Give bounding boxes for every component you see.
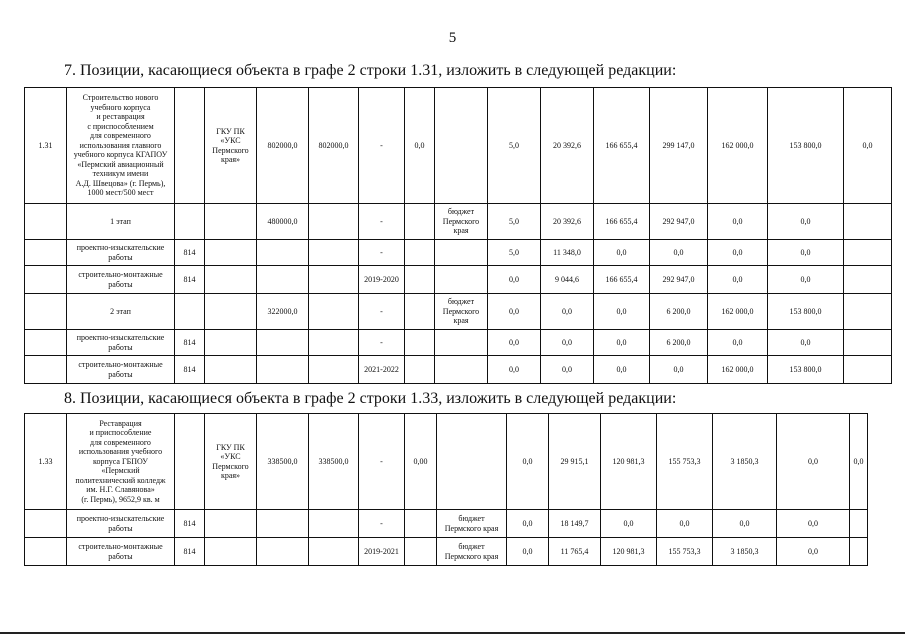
- cell-code: [175, 88, 205, 204]
- table-row: [25, 330, 892, 356]
- cell-value-5: 0,0: [708, 240, 768, 266]
- cell-value-3: 0,0: [601, 510, 657, 538]
- cell-value-2: 18 149,7: [549, 510, 601, 538]
- cell-estimated-cost: [309, 330, 359, 356]
- cell-value-6: 0,0: [768, 204, 844, 240]
- cell-value-4: 155 753,3: [657, 538, 713, 566]
- cell-row-number: [25, 330, 67, 356]
- cell-percent: [405, 356, 435, 384]
- cell-value-1: 0,0: [507, 510, 549, 538]
- cell-object-name: строительно-монтажные работы: [67, 266, 175, 294]
- cell-value-5: 3 1850,3: [713, 414, 777, 510]
- cell-estimated-cost: [309, 538, 359, 566]
- cell-value-2: 29 915,1: [549, 414, 601, 510]
- cell-percent: [405, 266, 435, 294]
- cell-customer: [205, 266, 257, 294]
- cell-value-2: 20 392,6: [541, 88, 594, 204]
- cell-row-number: [25, 240, 67, 266]
- cell-code: 814: [175, 240, 205, 266]
- cell-value-6: 0,0: [768, 330, 844, 356]
- cell-value-5: 0,0: [708, 266, 768, 294]
- cell-total-cost: [257, 538, 309, 566]
- cell-value-4: 292 947,0: [650, 204, 708, 240]
- cell-customer: ГКУ ПК «УКС Пермского края»: [205, 88, 257, 204]
- cell-value-6: 153 800,0: [768, 88, 844, 204]
- cell-value-2: 11 765,4: [549, 538, 601, 566]
- table-section-7: [24, 87, 892, 384]
- cell-value-5: 0,0: [713, 510, 777, 538]
- page-edge: [0, 632, 905, 634]
- cell-percent: [405, 204, 435, 240]
- cell-period: -: [359, 414, 405, 510]
- cell-row-number: [25, 538, 67, 566]
- cell-value-5: 162 000,0: [708, 356, 768, 384]
- cell-estimated-cost: 802000,0: [309, 88, 359, 204]
- cell-value-1: 5,0: [488, 204, 541, 240]
- cell-value-1: 0,0: [488, 356, 541, 384]
- cell-estimated-cost: [309, 266, 359, 294]
- cell-value-7: [844, 204, 892, 240]
- cell-value-1: 0,0: [507, 414, 549, 510]
- cell-value-2: 0,0: [541, 330, 594, 356]
- cell-value-7: [844, 294, 892, 330]
- cell-value-6: 0,0: [768, 240, 844, 266]
- cell-code: [175, 204, 205, 240]
- section-7-heading: 7. Позиции, касающиеся объекта в графе 2 строки 1.31, изложить в следующей редакции:: [64, 62, 677, 79]
- cell-row-number: 1.31: [25, 88, 67, 204]
- cell-code: 814: [175, 510, 205, 538]
- cell-value-3: 166 655,4: [594, 88, 650, 204]
- cell-value-3: 0,0: [594, 240, 650, 266]
- cell-value-4: 6 200,0: [650, 294, 708, 330]
- cell-funding-source: [435, 88, 488, 204]
- cell-value-2: 9 044,6: [541, 266, 594, 294]
- cell-value-5: 3 1850,3: [713, 538, 777, 566]
- table-row: [25, 266, 892, 294]
- cell-customer: [205, 204, 257, 240]
- cell-customer: [205, 294, 257, 330]
- cell-estimated-cost: [309, 356, 359, 384]
- cell-period: -: [359, 88, 405, 204]
- cell-value-5: 0,0: [708, 204, 768, 240]
- cell-value-4: 292 947,0: [650, 266, 708, 294]
- cell-value-3: 0,0: [594, 330, 650, 356]
- cell-value-4: 6 200,0: [650, 330, 708, 356]
- cell-value-6: 0,0: [777, 414, 850, 510]
- cell-period: 2021-2022: [359, 356, 405, 384]
- cell-period: -: [359, 330, 405, 356]
- cell-funding-source: [435, 330, 488, 356]
- cell-percent: [405, 294, 435, 330]
- cell-funding-source: бюджет Пермского края: [437, 510, 507, 538]
- cell-row-number: [25, 294, 67, 330]
- cell-percent: 0,00: [405, 414, 437, 510]
- cell-value-3: 120 981,3: [601, 414, 657, 510]
- cell-value-7: [844, 330, 892, 356]
- cell-row-number: [25, 204, 67, 240]
- cell-total-cost: [257, 240, 309, 266]
- table-row: [25, 204, 892, 240]
- cell-value-6: 0,0: [777, 538, 850, 566]
- cell-value-3: 166 655,4: [594, 204, 650, 240]
- cell-funding-source: бюджет Пермского края: [435, 204, 488, 240]
- cell-code: [175, 294, 205, 330]
- table-row: [25, 294, 892, 330]
- cell-value-1: 5,0: [488, 88, 541, 204]
- cell-total-cost: 480000,0: [257, 204, 309, 240]
- cell-estimated-cost: [309, 294, 359, 330]
- table-row: [25, 510, 868, 538]
- cell-value-3: 0,0: [594, 294, 650, 330]
- cell-value-1: 5,0: [488, 240, 541, 266]
- table-row: [25, 538, 868, 566]
- cell-percent: 0,0: [405, 88, 435, 204]
- cell-code: 814: [175, 356, 205, 384]
- cell-value-5: 0,0: [708, 330, 768, 356]
- cell-value-6: 153 800,0: [768, 294, 844, 330]
- cell-value-7: [844, 240, 892, 266]
- cell-object-name: проектно-изыскательские работы: [67, 240, 175, 266]
- cell-value-4: 299 147,0: [650, 88, 708, 204]
- cell-estimated-cost: [309, 204, 359, 240]
- table-row: [25, 356, 892, 384]
- cell-value-1: 0,0: [507, 538, 549, 566]
- cell-row-number: [25, 510, 67, 538]
- cell-estimated-cost: [309, 240, 359, 266]
- cell-value-4: 0,0: [657, 510, 713, 538]
- cell-funding-source: [435, 266, 488, 294]
- cell-total-cost: [257, 510, 309, 538]
- cell-percent: [405, 240, 435, 266]
- cell-value-6: 0,0: [768, 266, 844, 294]
- cell-code: 814: [175, 538, 205, 566]
- cell-value-5: 162 000,0: [708, 88, 768, 204]
- cell-value-3: 120 981,3: [601, 538, 657, 566]
- cell-value-6: 153 800,0: [768, 356, 844, 384]
- table-row: [25, 88, 892, 204]
- cell-code: [175, 414, 205, 510]
- cell-value-7: 0,0: [844, 88, 892, 204]
- cell-customer: [205, 356, 257, 384]
- cell-total-cost: 802000,0: [257, 88, 309, 204]
- cell-row-number: [25, 356, 67, 384]
- cell-funding-source: [437, 414, 507, 510]
- cell-object-name: 1 этап: [67, 204, 175, 240]
- cell-period: -: [359, 204, 405, 240]
- cell-funding-source: [435, 356, 488, 384]
- cell-estimated-cost: [309, 510, 359, 538]
- cell-total-cost: [257, 266, 309, 294]
- cell-total-cost: [257, 330, 309, 356]
- cell-customer: [205, 240, 257, 266]
- table-row: [25, 414, 868, 510]
- cell-customer: [205, 510, 257, 538]
- cell-value-2: 20 392,6: [541, 204, 594, 240]
- cell-value-2: 0,0: [541, 294, 594, 330]
- cell-value-7: [850, 538, 868, 566]
- cell-object-name: Строительство нового учебного корпуса и реставрация с приспособлением для современного использования главного учебного корпуса КГАПОУ «Пермский авиационный техникум имени А.Д. Швецова» (г. Пермь), 1000 мест/500 мест: [67, 88, 175, 204]
- cell-value-2: 0,0: [541, 356, 594, 384]
- cell-object-name: проектно-изыскательские работы: [67, 330, 175, 356]
- cell-value-3: 166 655,4: [594, 266, 650, 294]
- cell-value-3: 0,0: [594, 356, 650, 384]
- cell-value-7: [844, 266, 892, 294]
- cell-value-1: 0,0: [488, 294, 541, 330]
- cell-object-name: проектно-изыскательские работы: [67, 510, 175, 538]
- cell-value-7: 0,0: [850, 414, 868, 510]
- cell-total-cost: 338500,0: [257, 414, 309, 510]
- cell-row-number: [25, 266, 67, 294]
- cell-total-cost: 322000,0: [257, 294, 309, 330]
- cell-total-cost: [257, 356, 309, 384]
- cell-row-number: 1.33: [25, 414, 67, 510]
- cell-value-4: 0,0: [650, 356, 708, 384]
- cell-funding-source: бюджет Пермского края: [435, 294, 488, 330]
- page-number: 5: [448, 30, 457, 46]
- cell-object-name: Реставрация и приспособление для современного использования учебного корпуса ГБПОУ «Пермский политехнический колледж им. Н.Г. Славянова» (г. Пермь), 9652,9 кв. м: [67, 414, 175, 510]
- cell-period: 2019-2021: [359, 538, 405, 566]
- cell-percent: [405, 538, 437, 566]
- cell-period: -: [359, 240, 405, 266]
- cell-customer: [205, 330, 257, 356]
- cell-value-4: 0,0: [650, 240, 708, 266]
- cell-value-2: 11 348,0: [541, 240, 594, 266]
- cell-period: -: [359, 294, 405, 330]
- cell-funding-source: бюджет Пермского края: [437, 538, 507, 566]
- cell-percent: [405, 510, 437, 538]
- section-8-heading: 8. Позиции, касающиеся объекта в графе 2 строки 1.33, изложить в следующей редакции:: [64, 390, 677, 407]
- cell-funding-source: [435, 240, 488, 266]
- cell-period: -: [359, 510, 405, 538]
- cell-value-5: 162 000,0: [708, 294, 768, 330]
- cell-value-1: 0,0: [488, 330, 541, 356]
- cell-value-6: 0,0: [777, 510, 850, 538]
- cell-value-7: [850, 510, 868, 538]
- cell-period: 2019-2020: [359, 266, 405, 294]
- cell-value-4: 155 753,3: [657, 414, 713, 510]
- cell-value-7: [844, 356, 892, 384]
- cell-object-name: строительно-монтажные работы: [67, 356, 175, 384]
- cell-percent: [405, 330, 435, 356]
- cell-customer: [205, 538, 257, 566]
- cell-object-name: строительно-монтажные работы: [67, 538, 175, 566]
- table-section-8: [24, 413, 868, 566]
- cell-code: 814: [175, 330, 205, 356]
- cell-code: 814: [175, 266, 205, 294]
- table-row: [25, 240, 892, 266]
- cell-customer: ГКУ ПК «УКС Пермского края»: [205, 414, 257, 510]
- cell-object-name: 2 этап: [67, 294, 175, 330]
- cell-value-1: 0,0: [488, 266, 541, 294]
- cell-estimated-cost: 338500,0: [309, 414, 359, 510]
